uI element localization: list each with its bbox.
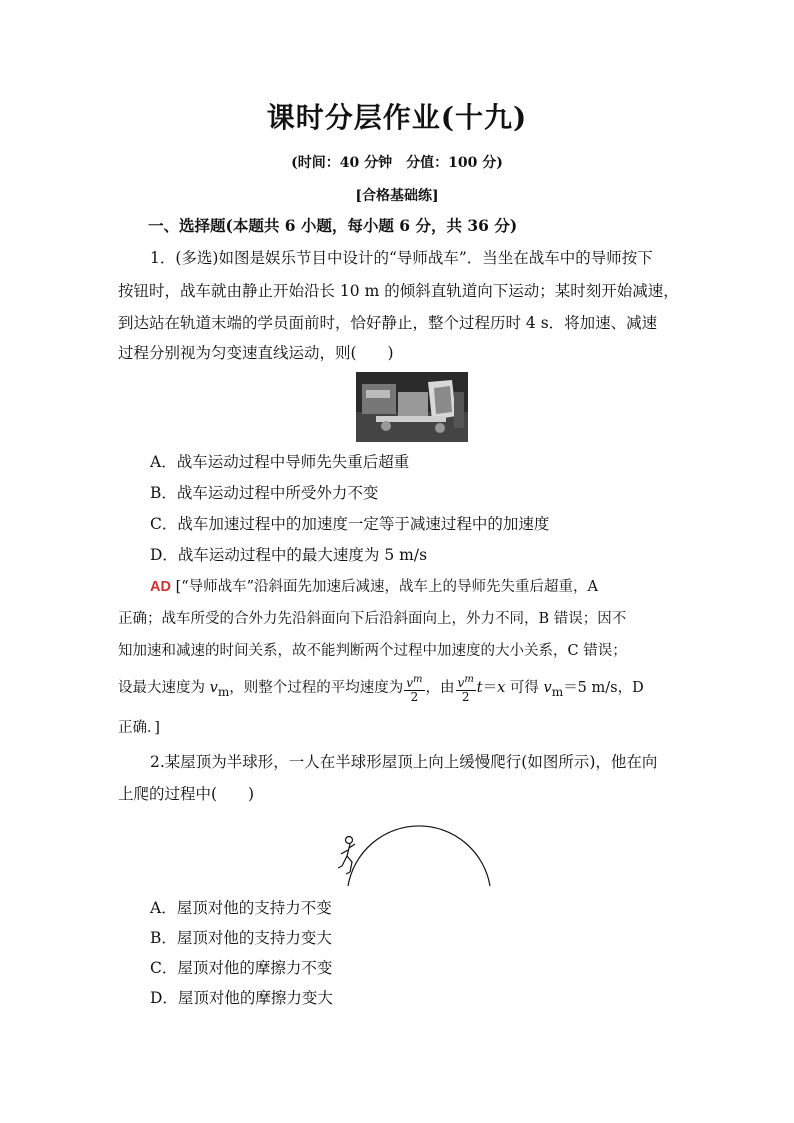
- q1-stem-line-1: 1．(多选)如图是娱乐节目中设计的“导师战车”．当坐在战车中的导师按下: [150, 249, 653, 267]
- fraction-vm-over-2: [456, 673, 476, 704]
- q1-explanation-line-4: [118, 672, 678, 704]
- q1-explanation-line-2: 正确；战车所受的合外力先沿斜面向下后沿斜面向上，外力不同，B 错误；因不: [118, 611, 627, 627]
- q1-answer: AD: [150, 579, 171, 595]
- part1-heading: 一、选择题(本题共 6 小题，每小题 6 分，共 36 分): [148, 216, 518, 235]
- explanation-text: 设最大速度为: [118, 680, 210, 696]
- q1-option-d: D．战车运动过程中的最大速度为 5 m/s: [150, 546, 428, 564]
- q1-explanation-line-1: [150, 577, 710, 597]
- page-title: 课时分层作业(十九): [266, 101, 528, 134]
- explanation-text: ，由: [425, 680, 455, 696]
- explanation-text: ，则整个过程的平均速度为: [229, 680, 404, 696]
- q2-option-c: C．屋顶对他的摩擦力不变: [150, 959, 333, 977]
- q1-explanation-line-5: 正确．]: [118, 720, 160, 736]
- equals-sign: ＝: [482, 680, 498, 696]
- explanation-text: ＝5 m/s，D: [563, 680, 644, 696]
- q1-explanation-line-3: 知加速和减速的时间关系，故不能判断两个过程中加速度的大小关系，C 错误；: [118, 643, 627, 659]
- time-score-info: (时间：40 分钟 分值：100 分): [291, 155, 503, 171]
- tutor-chariot-photo: [356, 372, 468, 442]
- fraction-denominator: 2: [461, 689, 470, 704]
- t-symbol: t: [476, 680, 483, 696]
- fraction-numerator-sub: m: [413, 673, 423, 685]
- q1-explanation-text-1: [“导师战车”沿斜面先加速后减速，战车上的导师先失重后超重，A: [175, 579, 599, 595]
- q2-option-d: D．屋顶对他的摩擦力变大: [150, 989, 333, 1007]
- q1-option-b: B．战车运动过程中所受外力不变: [150, 484, 379, 502]
- fraction-denominator: 2: [410, 689, 419, 704]
- q1-stem-line-4: 过程分别视为匀变速直线运动，则( ): [118, 344, 394, 362]
- q1-stem-line-2: 按钮时，战车就由静止开始沿长 10 m 的倾斜直轨道向下运动；某时刻开始减速，: [118, 282, 679, 300]
- vm-symbol: v: [209, 680, 218, 696]
- x-symbol: x: [497, 680, 506, 696]
- q2-option-a: A．屋顶对他的支持力不变: [150, 899, 332, 917]
- q2-stem-line-1: 2.某屋顶为半球形，一人在半球形屋顶上向上缓慢爬行(如图所示)，他在向: [150, 753, 658, 771]
- vm-subscript: m: [217, 684, 230, 699]
- q1-stem-line-3: 到达站在轨道末端的学员面前时，恰好静止，整个过程历时 4 s．将加速、减速: [118, 314, 658, 332]
- q1-option-a: A．战车运动过程中导师先失重后超重: [150, 453, 410, 471]
- q1-option-c: C．战车加速过程中的加速度一定等于减速过程中的加速度: [150, 515, 550, 533]
- climbing-person-icon: [338, 837, 355, 875]
- fraction-numerator: v: [457, 675, 465, 690]
- q2-option-b: B．屋顶对他的支持力变大: [150, 929, 332, 947]
- hemisphere-roof-figure: [330, 810, 500, 890]
- fraction-vm-over-2: [404, 673, 424, 704]
- section-label: [合格基础练]: [355, 188, 439, 204]
- vm-symbol: v: [543, 680, 552, 696]
- vm-subscript: m: [551, 684, 564, 699]
- fraction-numerator: v: [406, 675, 414, 690]
- q2-stem-line-2: 上爬的过程中( ): [118, 785, 255, 803]
- explanation-text: 可得: [505, 680, 544, 696]
- fraction-numerator-sub: m: [464, 673, 474, 685]
